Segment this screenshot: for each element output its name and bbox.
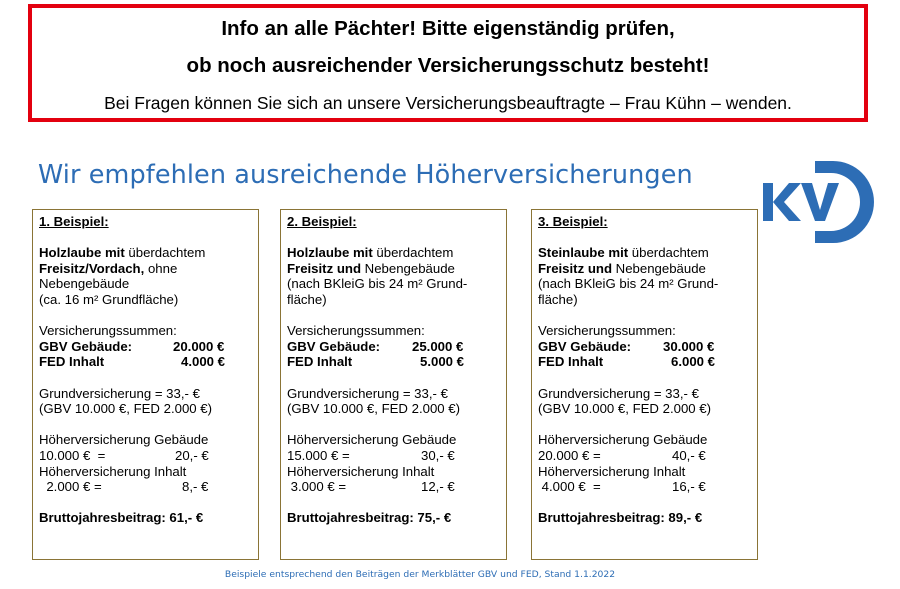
desc-text: überdachtem xyxy=(628,245,709,261)
extra-content-sum: 4.000 € = xyxy=(538,479,601,495)
desc-bold: Freisitz/Vordach, xyxy=(39,260,145,276)
annual-total: Bruttojahresbeitrag: 75,- € xyxy=(287,510,452,526)
example-title: 1. Beispiel: xyxy=(39,214,109,229)
example-card-1 xyxy=(32,209,259,560)
desc-text: Nebengebäude xyxy=(612,260,706,276)
desc-bold: Freisitz und xyxy=(287,260,361,276)
extra-building-label: Höherversicherung Gebäude xyxy=(538,432,708,448)
base-line-2: (GBV 10.000 €, FED 2.000 €) xyxy=(287,401,460,417)
fed-label: FED Inhalt xyxy=(39,354,105,370)
kv-logo xyxy=(763,154,875,250)
extra-content-price: 8,- € xyxy=(182,479,209,495)
base-line-1: Grundversicherung = 33,- € xyxy=(538,385,699,401)
fed-value: 5.000 € xyxy=(420,354,464,370)
annual-total: Bruttojahresbeitrag: 61,- € xyxy=(39,510,204,526)
extra-building-sum: 10.000 € = xyxy=(39,447,106,463)
extra-building-label: Höherversicherung Gebäude xyxy=(39,432,209,448)
extra-building-label: Höherversicherung Gebäude xyxy=(287,432,457,448)
sums-label: Versicherungssummen: xyxy=(538,323,676,339)
desc-bold: Steinlaube mit xyxy=(538,245,629,261)
desc-text: (ca. 16 m² Grundfläche) xyxy=(39,291,179,307)
base-line-1: Grundversicherung = 33,- € xyxy=(287,385,448,401)
extra-content-price: 12,- € xyxy=(421,479,455,495)
extra-building-sum: 20.000 € = xyxy=(538,447,601,463)
notice-line-2: ob noch ausreichender Versicherungsschutz besteht! xyxy=(186,54,710,77)
desc-bold: Freisitz und xyxy=(538,260,612,276)
footer-note: Beispiele entsprechend den Beiträgen der Merkblätter GBV und FED, Stand 1.1.2022 xyxy=(224,569,616,580)
base-line-2: (GBV 10.000 €, FED 2.000 €) xyxy=(538,401,711,417)
notice-line-3: Bei Fragen können Sie sich an unsere Versicherungsbeauftragte – Frau Kühn – wenden. xyxy=(104,93,792,113)
desc-bold: Holzlaube mit xyxy=(287,245,373,261)
gbv-label: GBV Gebäude: xyxy=(538,338,632,354)
extra-content-label: Höherversicherung Inhalt xyxy=(538,463,686,479)
extra-content-label: Höherversicherung Inhalt xyxy=(39,463,187,479)
sums-label: Versicherungssummen: xyxy=(39,323,177,339)
desc-text: (nach BKleiG bis 24 m² Grund- xyxy=(287,276,468,292)
fed-label: FED Inhalt xyxy=(538,354,604,370)
gbv-label: GBV Gebäude: xyxy=(287,338,381,354)
extra-building-sum: 15.000 € = xyxy=(287,447,350,463)
base-line-1: Grundversicherung = 33,- € xyxy=(39,385,200,401)
example-card-3 xyxy=(531,209,758,560)
extra-building-price: 20,- € xyxy=(175,447,209,463)
notice-line-1: Info an alle Pächter! Bitte eigenständig prüfen, xyxy=(221,17,675,40)
desc-text: ohne xyxy=(144,260,178,276)
gbv-value: 20.000 € xyxy=(173,338,225,354)
sums-label: Versicherungssummen: xyxy=(287,323,425,339)
desc-text: fläche) xyxy=(287,291,327,307)
extra-content-price: 16,- € xyxy=(672,479,706,495)
desc-text: überdachtem xyxy=(124,245,206,261)
fed-label: FED Inhalt xyxy=(287,354,353,370)
example-card-2 xyxy=(280,209,507,560)
extra-building-price: 30,- € xyxy=(421,447,455,463)
fed-value: 4.000 € xyxy=(181,354,225,370)
desc-text: Nebengebäude xyxy=(39,276,130,292)
desc-bold: Holzlaube mit xyxy=(39,245,125,261)
desc-text: (nach BKleiG bis 24 m² Grund- xyxy=(538,276,719,292)
gbv-label: GBV Gebäude: xyxy=(39,338,133,354)
desc-text: Nebengebäude xyxy=(361,260,455,276)
example-title: 3. Beispiel: xyxy=(538,214,608,229)
gbv-value: 30.000 € xyxy=(663,338,715,354)
extra-content-sum: 2.000 € = xyxy=(39,479,102,495)
example-title: 2. Beispiel: xyxy=(287,214,357,229)
extra-content-sum: 3.000 € = xyxy=(287,479,347,495)
gbv-value: 25.000 € xyxy=(412,338,464,354)
desc-text: fläche) xyxy=(538,291,578,307)
extra-content-label: Höherversicherung Inhalt xyxy=(287,463,435,479)
fed-value: 6.000 € xyxy=(671,354,715,370)
page-headline: Wir empfehlen ausreichende Höherversicherungen xyxy=(38,160,693,190)
annual-total: Bruttojahresbeitrag: 89,- € xyxy=(538,510,703,526)
extra-building-price: 40,- € xyxy=(672,447,706,463)
desc-text: überdachtem xyxy=(372,245,454,261)
notice-box xyxy=(28,4,868,122)
base-line-2: (GBV 10.000 €, FED 2.000 €) xyxy=(39,401,212,417)
